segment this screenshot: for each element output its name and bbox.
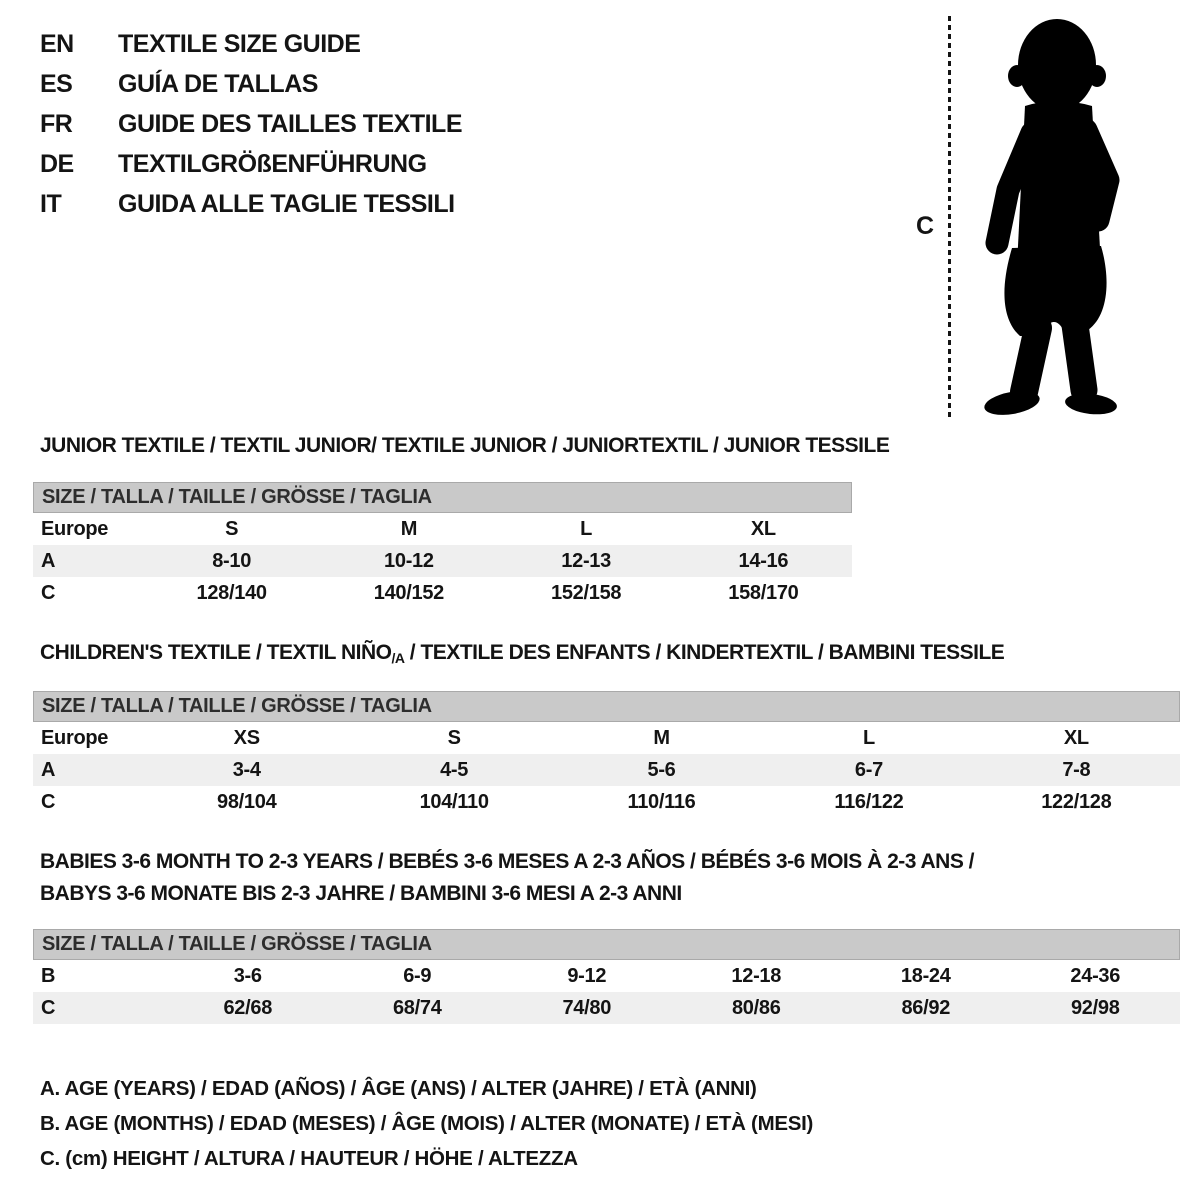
legend-line-a: A. AGE (YEARS) / EDAD (AÑOS) / ÂGE (ANS) / ALTER (JAHRE) / ETÀ (ANNI)	[40, 1077, 757, 1100]
age-cell: 24-36	[1070, 964, 1121, 987]
size-cell: XS	[233, 726, 260, 749]
age-cell: 12-13	[561, 549, 611, 572]
legend-line-c: C. (cm) HEIGHT / ALTURA / HAUTEUR / HÖHE / ALTEZZA	[40, 1147, 578, 1170]
table-row	[33, 545, 852, 577]
size-cell: M	[400, 517, 418, 540]
height-cell: 128/140	[196, 581, 267, 604]
size-cell: L	[580, 517, 593, 540]
height-cell: 152/158	[551, 581, 622, 604]
row-label: C	[41, 581, 56, 604]
height-cell: 158/170	[728, 581, 799, 604]
row-label: A	[41, 549, 56, 572]
size-cell: XL	[1063, 726, 1089, 749]
table-row	[33, 577, 852, 609]
age-cell: 6-9	[403, 964, 432, 987]
babies-section-title-line2: BABYS 3-6 MONATE BIS 2-3 JAHRE / BAMBINI 3-6 MESI A 2-3 ANNI	[40, 882, 682, 905]
size-cell: XL	[750, 517, 776, 540]
language-code: EN	[40, 30, 74, 58]
row-label: Europe	[41, 726, 109, 749]
table-row	[33, 960, 1180, 992]
height-cell: 68/74	[392, 996, 442, 1019]
size-cell: L	[862, 726, 875, 749]
size-cell: S	[225, 517, 239, 540]
language-code: IT	[40, 190, 62, 218]
height-cell: 86/92	[901, 996, 951, 1019]
row-label: B	[41, 964, 56, 987]
legend	[40, 1071, 813, 1176]
junior-section-title: JUNIOR TEXTILE / TEXTIL JUNIOR/ TEXTILE JUNIOR / JUNIORTEXTIL / JUNIOR TESSILE	[40, 434, 890, 457]
table-row	[33, 786, 1180, 818]
age-cell: 5-6	[647, 758, 676, 781]
height-cell: 110/116	[627, 790, 696, 813]
language-title: GUÍA DE TALLAS	[118, 70, 318, 98]
age-cell: 18-24	[900, 964, 951, 987]
language-title: TEXTILE SIZE GUIDE	[118, 30, 361, 58]
language-code: ES	[40, 70, 73, 98]
age-cell: 4-5	[440, 758, 469, 781]
language-title: GUIDA ALLE TAGLIE TESSILI	[118, 190, 455, 218]
babies-section-title-line1: BABIES 3-6 MONTH TO 2-3 YEARS / BEBÉS 3-6 MESES A 2-3 AÑOS / BÉBÉS 3-6 MOIS À 2-3 ANS /	[40, 850, 975, 873]
age-cell: 10-12	[384, 549, 434, 572]
language-code: FR	[40, 110, 73, 138]
height-cell: 74/80	[562, 996, 612, 1019]
children-title-part: / TEXTILE DES ENFANTS / KINDERTEXTIL / BAMBINI TESSILE	[404, 641, 1005, 664]
height-cell: 122/128	[1041, 790, 1112, 813]
height-cell: 140/152	[373, 581, 444, 604]
row-label: Europe	[41, 517, 109, 540]
height-cell: 98/104	[217, 790, 277, 813]
age-cell: 3-6	[233, 964, 262, 987]
size-header-bar: SIZE / TALLA / TAILLE / GRÖSSE / TAGLIA	[33, 691, 1180, 722]
age-cell: 7-8	[1062, 758, 1091, 781]
size-cell: S	[447, 726, 461, 749]
age-cell: 14-16	[738, 549, 789, 572]
table-row	[33, 513, 852, 545]
size-header-bar: SIZE / TALLA / TAILLE / GRÖSSE / TAGLIA	[33, 929, 1180, 960]
height-cell: 80/86	[731, 996, 781, 1019]
table-row	[33, 722, 1180, 754]
language-code: DE	[40, 150, 74, 178]
row-label: C	[41, 996, 56, 1019]
toddler-silhouette-icon	[960, 10, 1142, 420]
size-cell: M	[653, 726, 670, 749]
junior-size-table	[33, 482, 852, 609]
language-title: GUIDE DES TAILLES TEXTILE	[118, 110, 463, 138]
age-cell: 9-12	[567, 964, 607, 987]
age-cell: 6-7	[854, 758, 883, 781]
row-label: C	[41, 790, 56, 813]
age-cell: 12-18	[731, 964, 782, 987]
height-cell: 116/122	[834, 790, 904, 813]
children-title-sub: /A	[391, 650, 405, 666]
size-header-bar: SIZE / TALLA / TAILLE / GRÖSSE / TAGLIA	[33, 482, 852, 513]
legend-line-b: B. AGE (MONTHS) / EDAD (MESES) / ÂGE (MOIS) / ALTER (MONATE) / ETÀ (MESI)	[40, 1112, 814, 1135]
table-row	[33, 992, 1180, 1024]
children-size-table	[33, 691, 1180, 818]
height-measure-dashed-line	[948, 16, 951, 418]
table-row	[33, 754, 1180, 786]
height-cell: 62/68	[223, 996, 273, 1019]
children-title-part: CHILDREN'S TEXTILE / TEXTIL NIÑO	[40, 641, 392, 664]
height-cell: 92/98	[1070, 996, 1120, 1019]
language-title: TEXTILGRÖßENFÜHRUNG	[118, 150, 427, 178]
height-measure-label: C	[915, 212, 935, 240]
age-cell: 3-4	[232, 758, 261, 781]
height-cell: 104/110	[419, 790, 489, 813]
babies-size-table	[33, 929, 1180, 1024]
row-label: A	[41, 758, 56, 781]
age-cell: 8-10	[212, 549, 252, 572]
children-section-title	[40, 641, 1004, 666]
language-title-list	[40, 30, 462, 219]
